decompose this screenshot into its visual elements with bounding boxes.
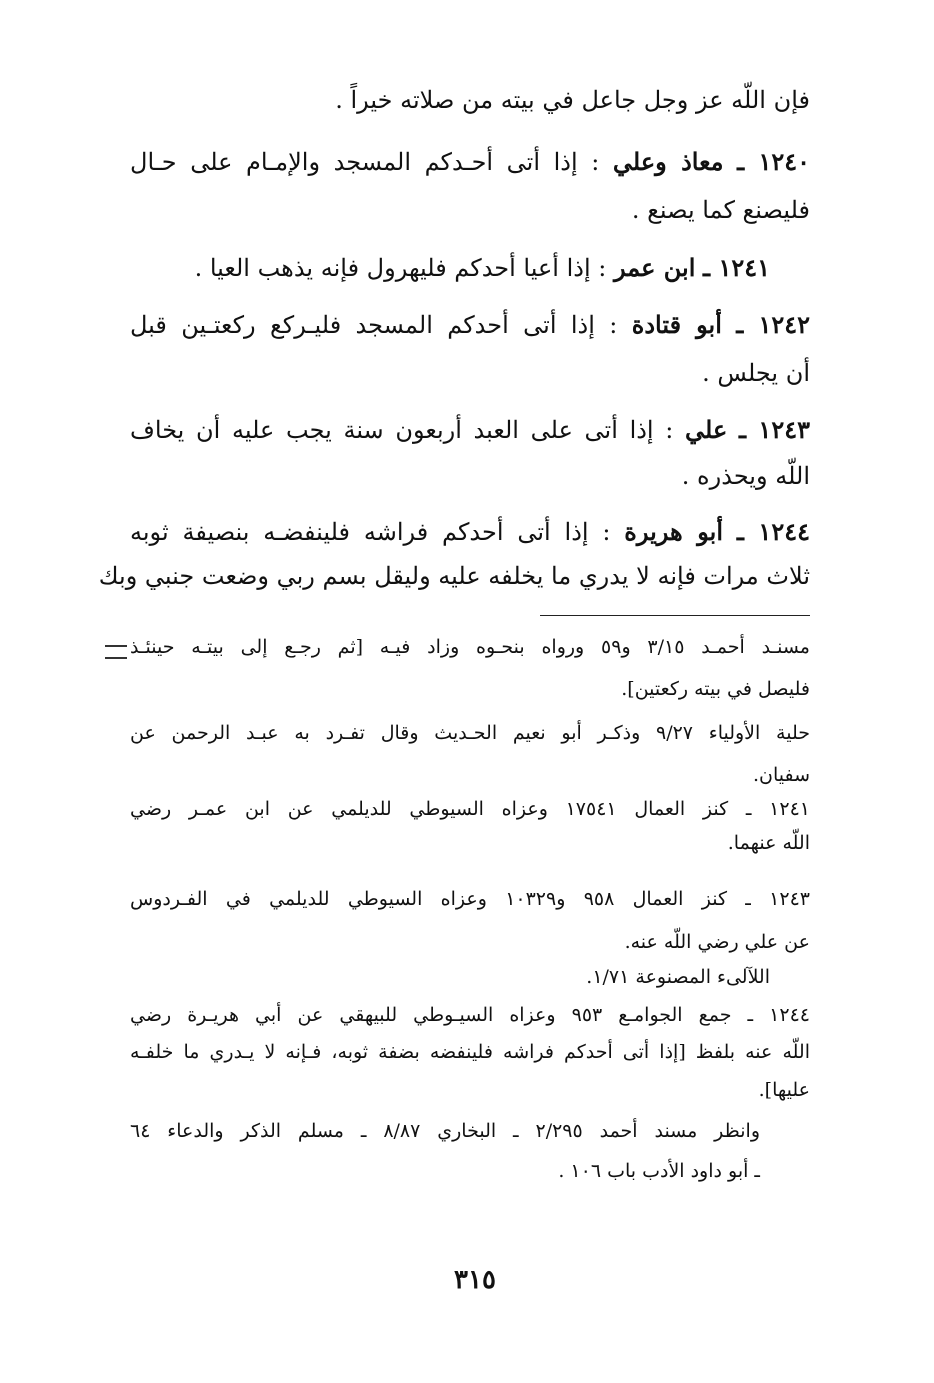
- hadith-number: ١٢٤١ ـ: [703, 253, 770, 282]
- hadith-1240-line-1: [130, 142, 810, 182]
- hadith-text: : إذا أتى أحدكم المسجد فليـركع ركعتـين قبل: [130, 311, 618, 339]
- hadith-number: ١٢٤٢ ـ: [736, 310, 810, 339]
- hadith-narrator: معاذ وعلي: [612, 147, 724, 176]
- hadith-text: : إذا أتى على العبد أربعون سنة يجب عليه أن يخاف: [130, 416, 674, 444]
- footnote-5-line-2: اللّه عنه بلفظ [إذا أتى أحدكم فراشه فلينفضه بضفة ثوبه، فـإنه لا يـدري ما خلفـه: [130, 1041, 810, 1063]
- footnote-1-line-1: مسنـد أحمـد ٣/١٥ و٥٩ ورواه بنحـوه وزاد فيـه [ثم رجـع إلى بيتـه حينئـذ: [130, 636, 810, 658]
- footnote-6-line-2: ـ أبو داود الأدب باب ١٠٦ .: [558, 1160, 760, 1182]
- hadith-1244-line-1: [130, 512, 810, 552]
- hadith-1244-line-2: ثلاث مرات فإنه لا يدري ما يخلفه عليه وليقل بسم ربي وضعت جنبي وبك: [98, 562, 810, 590]
- footnote-6-line-1: وانظر مسند أحمد ٢/٢٩٥ ـ البخاري ٨/٨٧ ـ مسلم الذكر والدعاء ٦٤: [130, 1120, 760, 1142]
- footnote-5-line-3: عليها].: [758, 1079, 810, 1101]
- hadith-narrator: أبو هريرة: [624, 517, 723, 546]
- intro-line: فإن اللّه عز وجل جاعل في بيته من صلاته خيراً .: [335, 86, 810, 114]
- hadith-1242-line-1: [130, 305, 810, 345]
- hadith-narrator: أبو قتادة: [631, 310, 722, 339]
- hadith-1243-line-2: اللّه ويحذره .: [681, 462, 810, 490]
- footnote-5-line-1: ١٢٤٤ ـ جمع الجوامـع ٩٥٣ وعزاه السيـوطي للبيهقي عن أبي هريـرة رضي: [130, 1004, 810, 1026]
- hadith-text: : إذا أعيا أحدكم فليهرول فإنه يذهب العيا .: [194, 254, 607, 282]
- footnote-4-line-3: اللآلىء المصنوعة ١/٧١.: [586, 966, 770, 988]
- footnote-separator: [540, 615, 810, 616]
- hadith-narrator: علي: [685, 415, 728, 444]
- hadith-1241-line-1: [130, 248, 810, 288]
- footnote-2-line-1: حلية الأولياء ٩/٢٧ وذكـر أبو نعيم الحـديث وقال تفـرد به عبـد الرحمن عن: [130, 722, 810, 744]
- footnote-1-line-2: فليصل في بيته ركعتين].: [621, 678, 810, 700]
- hadith-number: ١٢٤٣ ـ: [738, 415, 810, 444]
- hadith-text: : إذا أتى أحدكم فراشه فلينفضـه بنصيفة ثوبه: [130, 518, 611, 546]
- hadith-1242-line-2: أن يجلس .: [702, 359, 810, 387]
- footnote-3-line-1: ١٢٤١ ـ كنز العمال ١٧٥٤١ وعزاه السيوطي للديلمي عن ابن عمـر رضي: [130, 798, 810, 820]
- page-number: ٣١٥: [454, 1265, 496, 1295]
- hadith-number: ١٢٤٠ ـ: [737, 147, 811, 176]
- continuation-mark: [105, 645, 127, 659]
- hadith-number: ١٢٤٤ ـ: [736, 517, 810, 546]
- footnote-4-line-2: عن علي رضي اللّه عنه.: [624, 931, 810, 953]
- hadith-1243-line-1: [130, 410, 810, 450]
- footnote-3-line-2: اللّه عنهما.: [727, 832, 810, 854]
- footnote-2-line-2: سفيان.: [752, 764, 810, 786]
- footnote-4-line-1: ١٢٤٣ ـ كنز العمال ٩٥٨ و١٠٣٢٩ وعزاه السيوطي للديلمي في الفـردوس: [130, 888, 810, 910]
- hadith-1240-line-2: فليصنع كما يصنع .: [631, 196, 810, 224]
- book-page: [98, 80, 811, 1320]
- hadith-text: : إذا أتى أحـدكم المسجد والإمـام على حـال: [130, 148, 600, 176]
- hadith-narrator: ابن عمر: [613, 253, 696, 282]
